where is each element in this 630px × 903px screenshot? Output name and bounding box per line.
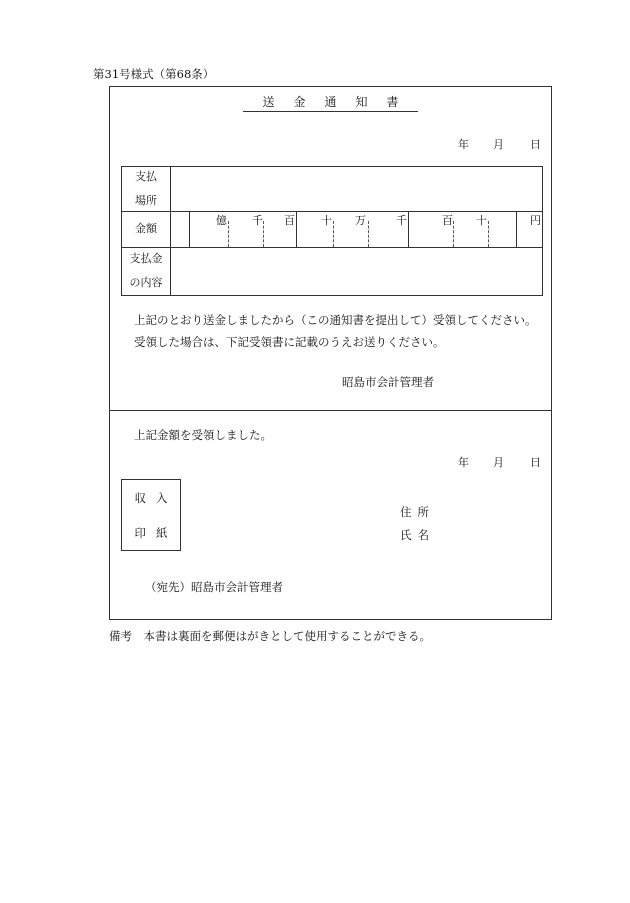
date-day-label: 日 bbox=[530, 138, 541, 151]
date-year-label: 年 bbox=[458, 138, 469, 151]
amount-cell-divider bbox=[516, 211, 517, 247]
amount-cell-divider bbox=[189, 211, 190, 247]
amount-unit: 十 bbox=[321, 214, 332, 227]
amount-unit: 百 bbox=[284, 214, 295, 227]
amount-unit: 千 bbox=[252, 214, 263, 227]
form-frame bbox=[109, 86, 552, 620]
receipt-text: 上記金額を受領しました。 bbox=[134, 428, 272, 442]
stamp-label: 収入 bbox=[134, 491, 178, 505]
amount-unit: 十 bbox=[476, 214, 487, 227]
payment-content-label: の内容 bbox=[129, 276, 163, 289]
receipt-year-label: 年 bbox=[458, 456, 469, 469]
amount-unit: 円 bbox=[530, 214, 541, 227]
payment-content-label: 支払金 bbox=[129, 252, 163, 265]
table-label-divider bbox=[170, 167, 171, 295]
amount-dashed-divider bbox=[488, 221, 489, 247]
amount-dashed-divider bbox=[228, 221, 229, 247]
amount-dashed-divider bbox=[333, 221, 334, 247]
amount-cell-divider bbox=[296, 211, 297, 247]
amount-unit: 万 bbox=[355, 214, 366, 227]
payment-place-label: 支払 bbox=[135, 170, 157, 183]
stamp-label: 印紙 bbox=[134, 526, 178, 540]
amount-dashed-divider bbox=[368, 221, 369, 247]
payment-table bbox=[121, 166, 543, 296]
form-number-label: 第31号様式（第68条） bbox=[93, 67, 215, 81]
payment-place-label: 場所 bbox=[135, 194, 157, 207]
amount-label: 金額 bbox=[135, 222, 157, 235]
notice-text-line-1: 上記のとおり送金しましたから（この通知書を提出して）受領してください。 bbox=[134, 313, 537, 327]
receipt-month-label: 月 bbox=[493, 456, 504, 469]
amount-dashed-divider bbox=[263, 221, 264, 247]
amount-dashed-divider bbox=[453, 221, 454, 247]
table-row-divider bbox=[122, 211, 542, 212]
table-row-divider bbox=[122, 247, 542, 248]
amount-cell-divider bbox=[408, 211, 409, 247]
notice-text-line-2: 受領した場合は、下記受領書に記載のうえお送りください。 bbox=[134, 335, 445, 349]
form-title: 送金通知書 bbox=[110, 94, 551, 112]
receipt-divider bbox=[110, 410, 551, 411]
amount-unit: 百 bbox=[442, 214, 453, 227]
receipt-day-label: 日 bbox=[530, 456, 541, 469]
revenue-stamp-box bbox=[121, 479, 181, 551]
date-month-label: 月 bbox=[493, 138, 504, 151]
footnote: 備考 本書は裏面を郵便はがきとして使用することができる。 bbox=[109, 629, 431, 643]
address-label: 住所 bbox=[400, 505, 435, 519]
amount-unit: 千 bbox=[396, 214, 407, 227]
addressee-label: （宛先）昭島市会計管理者 bbox=[145, 580, 283, 594]
amount-unit: 億 bbox=[216, 214, 227, 227]
name-label: 氏名 bbox=[400, 528, 435, 542]
notice-signature: 昭島市会計管理者 bbox=[342, 375, 434, 389]
